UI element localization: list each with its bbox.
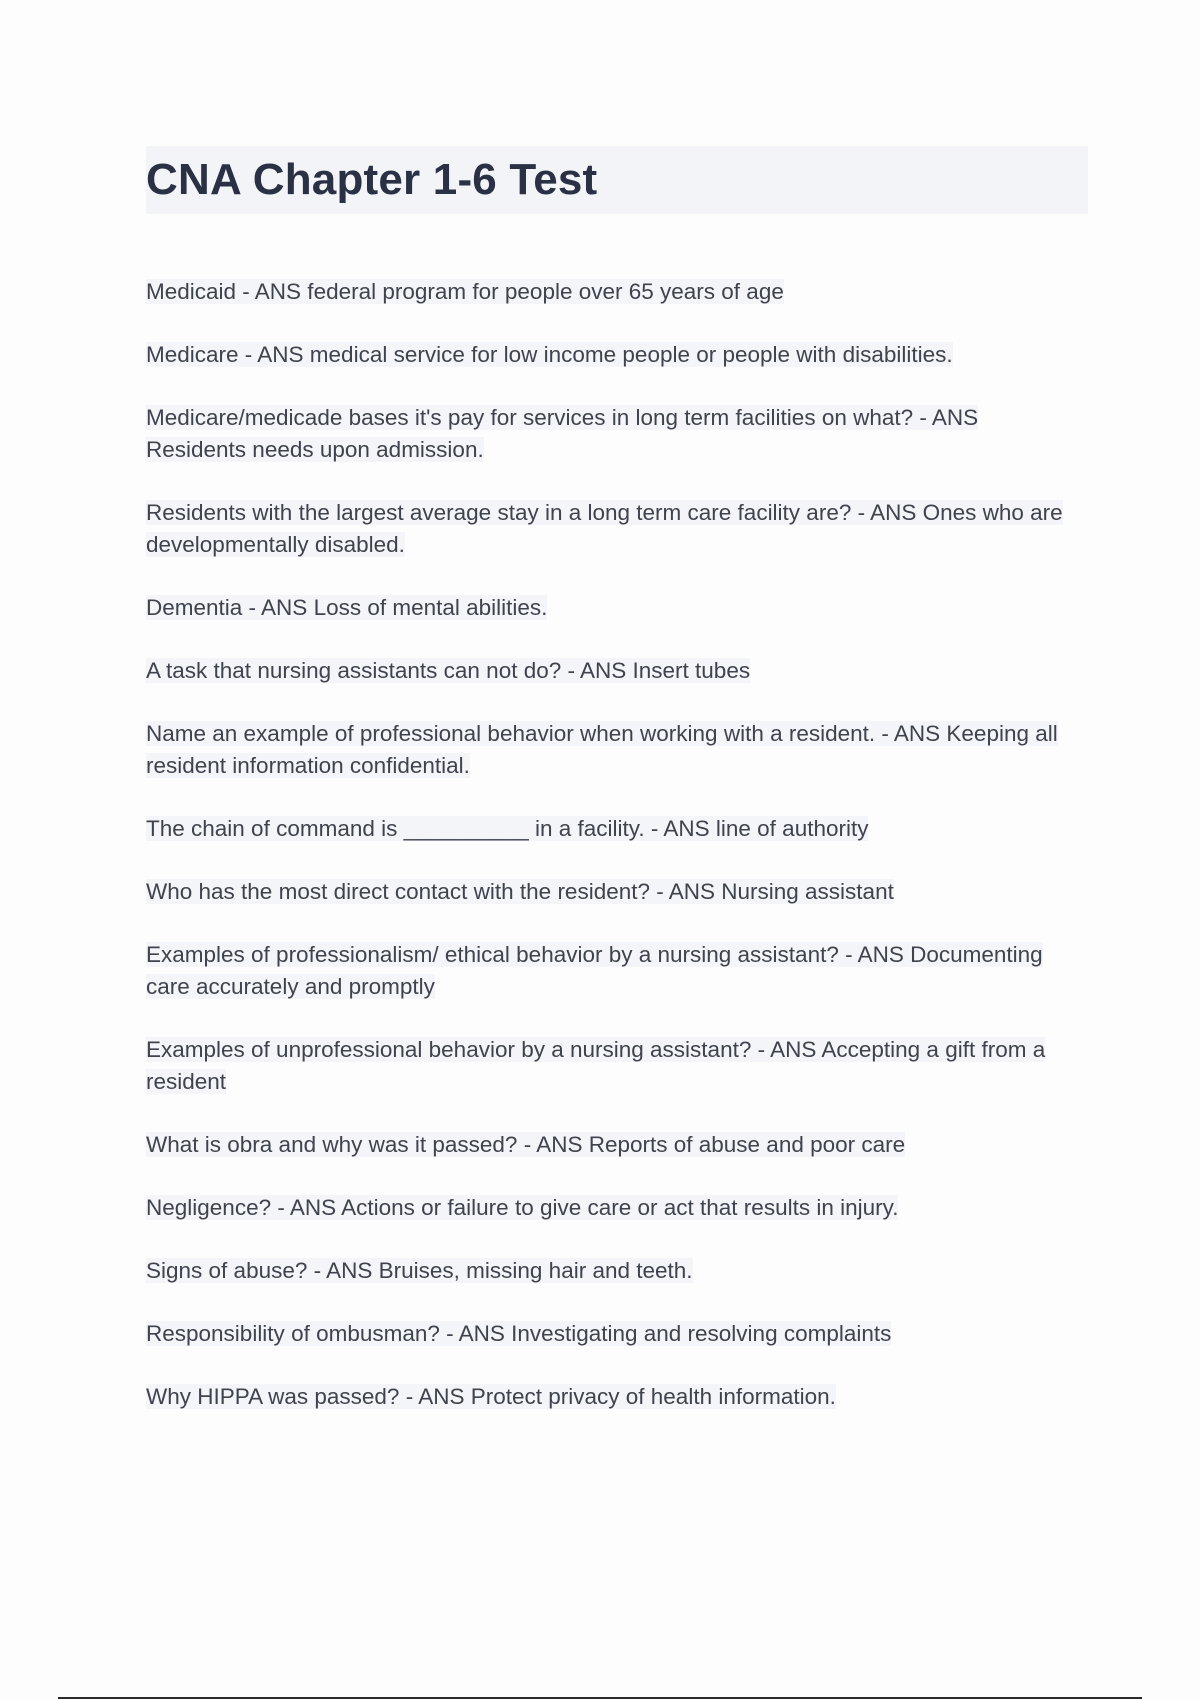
qa-item-3 [146,402,1076,466]
qa-text: A task that nursing assistants can not do? - ANS Insert tubes [146,658,751,683]
qa-item-1 [146,276,1076,308]
qa-item-7 [146,718,1076,782]
qa-text: Name an example of professional behavior when working with a resident. - ANS Keeping all resident information confidential. [146,721,1058,778]
qa-text: Examples of professionalism/ ethical behavior by a nursing assistant? - ANS Documenting care accurately and promptly [146,942,1043,999]
qa-text: Who has the most direct contact with the resident? - ANS Nursing assistant [146,879,894,904]
qa-text: Examples of unprofessional behavior by a nursing assistant? - ANS Accepting a gift from a resident [146,1037,1046,1094]
qa-item-15 [146,1318,1076,1350]
qa-item-12 [146,1129,1076,1161]
qa-text: Why HIPPA was passed? - ANS Protect privacy of health information. [146,1384,836,1409]
qa-item-5 [146,592,1076,624]
qa-item-13 [146,1192,1076,1224]
qa-text: Signs of abuse? - ANS Bruises, missing hair and teeth. [146,1258,693,1283]
qa-text: Negligence? - ANS Actions or failure to give care or act that results in injury. [146,1195,899,1220]
qa-item-8 [146,813,1076,845]
qa-item-2 [146,339,1076,371]
page-title-box [146,146,1088,214]
qa-text: The chain of command is __________ in a facility. - ANS line of authority [146,816,869,841]
qa-item-11 [146,1034,1076,1098]
qa-item-10 [146,939,1076,1003]
qa-text: Medicare - ANS medical service for low income people or people with disabilities. [146,342,953,367]
qa-item-9 [146,876,1076,908]
qa-item-14 [146,1255,1076,1287]
qa-text: Medicaid - ANS federal program for people over 65 years of age [146,279,784,304]
page-title: CNA Chapter 1-6 Test [146,155,598,204]
qa-item-16 [146,1381,1076,1413]
footer-rule [58,1697,1142,1699]
qa-text: Responsibility of ombusman? - ANS Investigating and resolving complaints [146,1321,892,1346]
qa-text: Medicare/medicade bases it's pay for services in long term facilities on what? - ANS Residents needs upon admission. [146,405,979,462]
qa-item-4 [146,497,1076,561]
qa-text: Residents with the largest average stay in a long term care facility are? - ANS Ones who are developmentally disabled. [146,500,1063,557]
question-answer-list [146,276,1096,1444]
qa-item-6 [146,655,1076,687]
qa-text: What is obra and why was it passed? - ANS Reports of abuse and poor care [146,1132,906,1157]
qa-text: Dementia - ANS Loss of mental abilities. [146,595,548,620]
